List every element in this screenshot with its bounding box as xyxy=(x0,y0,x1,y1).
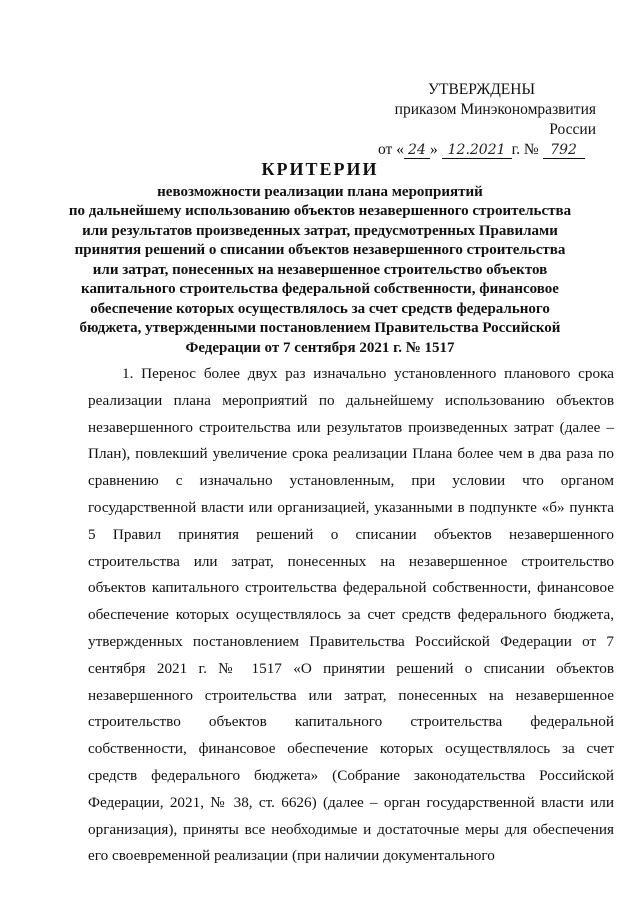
title-line: или результатов произведенных затрат, предусмотренных Правилами xyxy=(82,222,558,239)
handwritten-order-number: 792 xyxy=(543,142,585,159)
document-body xyxy=(88,361,614,870)
title-line: Федерации от 7 сентября 2021 г. № 1517 xyxy=(185,339,455,356)
approval-title: УТВЕРЖДЕНЫ xyxy=(428,81,535,98)
title-main: КРИТЕРИИ xyxy=(261,159,379,179)
approval-date-line xyxy=(350,140,630,160)
date-close-quote: » xyxy=(429,141,438,158)
title-line: обеспечение которых осуществлялось за счет средств федерального xyxy=(90,300,550,317)
title-line: капитального строительства федеральной собственности, финансовое xyxy=(81,281,559,297)
document-title xyxy=(60,160,580,358)
approval-order-line: приказом Минэкономразвития России xyxy=(394,101,596,138)
title-line: невозможности реализации плана мероприятий xyxy=(157,183,483,200)
handwritten-month-year: 12.2021 xyxy=(442,142,512,159)
title-line: или затрат, понесенных на незавершенное строительство объектов xyxy=(92,261,548,278)
date-suffix: г. № xyxy=(511,141,539,158)
date-prefix: от « xyxy=(378,141,404,158)
approval-block xyxy=(350,80,630,160)
title-line: бюджета, утвержденными постановлением Правительства Российской xyxy=(79,320,561,336)
paragraph-1: 1. Перенос более двух раз изначально установленного планового срока реализации плана мероприятий по дальнейшему использованию объектов незавершенного строительства или результатов произведенных затрат (далее – План), повлекший увеличение срока реализации Плана более чем в два раза по сравнению с изначально установленным, при условии что органом государственной власти или организацией, указанными в подпункте «б» пункта 5 Правил принятия решений о списании объектов незавершенного строительства или затрат, понесенных на незавершенное строительство объектов капитального строительства федеральной собственности, финансовое обеспечение которых осуществлялось за счет средств федерального бюджета, утвержденных постановлением Правительства Российской Федерации от 7 сентября 2021 г. № 1517 «О принятии решений о списании объектов незавершенного строительства или затрат, понесенных на незавершенное строительство объектов капитального строительства федеральной собственности, финансовое обеспечение которых осуществлялось за счет средств федерального бюджета» (Собрание законодательства Российской Федерации, 2021, № 38, ст. 6626) (далее – орган государственной власти или организация), приняты все необходимые и достаточные меры для обеспечения его своевременной реализации (при наличии документального xyxy=(88,365,614,865)
title-line: принятия решений о списании объектов незавершенного строительства xyxy=(74,242,566,258)
title-line: по дальнейшему использованию объектов незавершенного строительства xyxy=(68,203,572,219)
handwritten-day: 24 xyxy=(404,142,430,159)
